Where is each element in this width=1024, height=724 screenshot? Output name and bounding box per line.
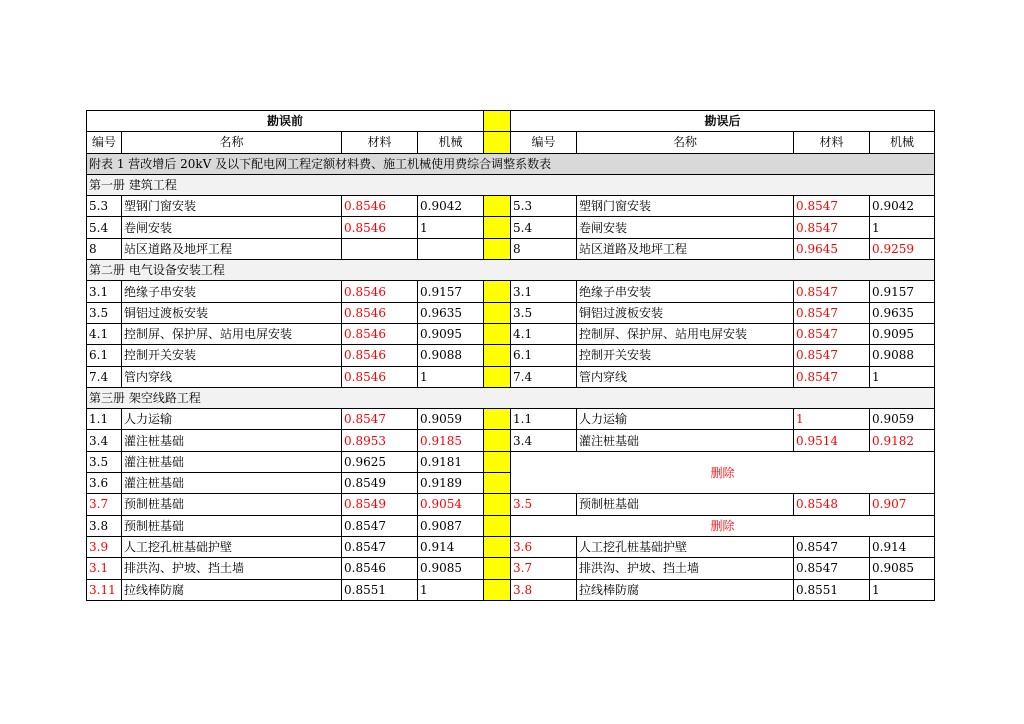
code-before: 3.6 — [87, 473, 122, 494]
separator-cell — [484, 302, 511, 323]
separator-cell — [484, 451, 511, 472]
section-row — [87, 387, 935, 408]
separator-cell — [484, 473, 511, 494]
code-after: 8 — [511, 238, 577, 259]
name-before: 排洪沟、护坡、挡土墙 — [122, 558, 342, 579]
code-after: 3.4 — [511, 430, 577, 451]
table-row — [87, 302, 935, 323]
section-title: 第一册 建筑工程 — [87, 174, 935, 195]
code-before: 3.4 — [87, 430, 122, 451]
machine-after: 0.9088 — [870, 345, 935, 366]
machine-after: 0.9085 — [870, 558, 935, 579]
material-before: 0.8551 — [342, 579, 418, 600]
material-after: 0.8547 — [794, 558, 870, 579]
material-before: 0.8546 — [342, 302, 418, 323]
machine-before: 0.9085 — [418, 558, 484, 579]
material-before: 0.8546 — [342, 281, 418, 302]
table-row — [87, 281, 935, 302]
material-after: 0.8548 — [794, 494, 870, 515]
code-after: 4.1 — [511, 323, 577, 344]
table-row — [87, 345, 935, 366]
code-before: 3.9 — [87, 536, 122, 557]
table-title: 附表 1 营改增后 20kV 及以下配电网工程定额材料费、施工机械使用费综合调整系数表 — [87, 153, 935, 174]
code-after: 5.4 — [511, 217, 577, 238]
name-before: 拉线棒防腐 — [122, 579, 342, 600]
machine-before: 0.9042 — [418, 196, 484, 217]
separator-cell — [484, 409, 511, 430]
name-after: 人力运输 — [577, 409, 794, 430]
separator-cell — [484, 579, 511, 600]
code-before: 3.11 — [87, 579, 122, 600]
code-after: 3.5 — [511, 494, 577, 515]
col-machine-before: 机械 — [418, 132, 484, 153]
code-before: 3.7 — [87, 494, 122, 515]
code-after: 3.6 — [511, 536, 577, 557]
code-before: 3.8 — [87, 515, 122, 536]
name-before: 人工挖孔桩基础护壁 — [122, 536, 342, 557]
machine-before: 0.9185 — [418, 430, 484, 451]
deleted-note: 删除 — [511, 451, 935, 494]
material-after: 1 — [794, 409, 870, 430]
separator-cell — [484, 345, 511, 366]
machine-before: 0.9059 — [418, 409, 484, 430]
table-row — [87, 430, 935, 451]
code-before: 7.4 — [87, 366, 122, 387]
material-before: 0.8547 — [342, 536, 418, 557]
name-before: 灌注桩基础 — [122, 451, 342, 472]
machine-after: 0.9042 — [870, 196, 935, 217]
machine-before: 1 — [418, 579, 484, 600]
material-after: 0.8551 — [794, 579, 870, 600]
material-after: 0.8547 — [794, 323, 870, 344]
separator-cell — [484, 515, 511, 536]
code-before: 3.5 — [87, 302, 122, 323]
table-row — [87, 558, 935, 579]
table-row — [87, 409, 935, 430]
material-before: 0.8549 — [342, 473, 418, 494]
code-before: 1.1 — [87, 409, 122, 430]
name-after: 拉线棒防腐 — [577, 579, 794, 600]
machine-after: 0.9157 — [870, 281, 935, 302]
name-after: 绝缘子串安装 — [577, 281, 794, 302]
machine-before: 0.9635 — [418, 302, 484, 323]
machine-after: 0.9182 — [870, 430, 935, 451]
machine-after: 0.9259 — [870, 238, 935, 259]
material-after: 0.8547 — [794, 536, 870, 557]
table-row — [87, 366, 935, 387]
material-after: 0.8547 — [794, 345, 870, 366]
machine-after: 0.9095 — [870, 323, 935, 344]
code-after: 3.7 — [511, 558, 577, 579]
material-after: 0.8547 — [794, 196, 870, 217]
name-after: 控制开关安装 — [577, 345, 794, 366]
machine-before: 0.9088 — [418, 345, 484, 366]
col-material-before: 材料 — [342, 132, 418, 153]
code-after: 1.1 — [511, 409, 577, 430]
table-row — [87, 323, 935, 344]
material-before: 0.8546 — [342, 366, 418, 387]
col-material-after: 材料 — [794, 132, 870, 153]
col-machine-after: 机械 — [870, 132, 935, 153]
machine-before: 1 — [418, 366, 484, 387]
deleted-note: 删除 — [511, 515, 935, 536]
before-title: 勘误前 — [87, 111, 484, 132]
machine-after: 0.9059 — [870, 409, 935, 430]
machine-after: 0.914 — [870, 536, 935, 557]
name-before: 铜铝过渡板安装 — [122, 302, 342, 323]
material-after: 0.8547 — [794, 366, 870, 387]
col-name-after: 名称 — [577, 132, 794, 153]
separator-cell — [484, 111, 511, 132]
after-title: 勘误后 — [511, 111, 935, 132]
name-before: 管内穿线 — [122, 366, 342, 387]
name-before: 塑钢门窗安装 — [122, 196, 342, 217]
name-after: 管内穿线 — [577, 366, 794, 387]
machine-before: 0.9095 — [418, 323, 484, 344]
machine-before: 0.9054 — [418, 494, 484, 515]
material-before: 0.9625 — [342, 451, 418, 472]
name-after: 控制屏、保护屏、站用电屏安装 — [577, 323, 794, 344]
table-row — [87, 451, 935, 472]
code-before: 4.1 — [87, 323, 122, 344]
col-name-before: 名称 — [122, 132, 342, 153]
name-after: 塑钢门窗安装 — [577, 196, 794, 217]
code-before: 3.1 — [87, 281, 122, 302]
name-before: 灌注桩基础 — [122, 473, 342, 494]
table-row — [87, 579, 935, 600]
errata-table — [86, 110, 935, 601]
separator-cell — [484, 217, 511, 238]
material-before: 0.8549 — [342, 494, 418, 515]
material-before: 0.8546 — [342, 196, 418, 217]
section-row — [87, 260, 935, 281]
material-before: 0.8547 — [342, 515, 418, 536]
code-before: 3.5 — [87, 451, 122, 472]
name-after: 排洪沟、护坡、挡土墙 — [577, 558, 794, 579]
machine-after: 1 — [870, 579, 935, 600]
name-before: 控制屏、保护屏、站用电屏安装 — [122, 323, 342, 344]
material-before: 0.8546 — [342, 345, 418, 366]
table-row — [87, 536, 935, 557]
column-header-row — [87, 132, 935, 153]
section-title: 第二册 电气设备安装工程 — [87, 260, 935, 281]
machine-before: 0.914 — [418, 536, 484, 557]
machine-before: 0.9157 — [418, 281, 484, 302]
code-before: 3.1 — [87, 558, 122, 579]
table-row — [87, 238, 935, 259]
machine-after: 0.9635 — [870, 302, 935, 323]
code-before: 5.3 — [87, 196, 122, 217]
name-before: 控制开关安装 — [122, 345, 342, 366]
table-row — [87, 196, 935, 217]
material-after: 0.8547 — [794, 217, 870, 238]
separator-cell — [484, 238, 511, 259]
table-title-row — [87, 153, 935, 174]
machine-before — [418, 238, 484, 259]
name-before: 卷闸安装 — [122, 217, 342, 238]
col-code-after: 编号 — [511, 132, 577, 153]
material-before: 0.8546 — [342, 558, 418, 579]
name-before: 站区道路及地坪工程 — [122, 238, 342, 259]
material-before: 0.8546 — [342, 217, 418, 238]
name-before: 人力运输 — [122, 409, 342, 430]
machine-after: 1 — [870, 217, 935, 238]
separator-cell — [484, 132, 511, 153]
material-before — [342, 238, 418, 259]
name-before: 预制桩基础 — [122, 494, 342, 515]
code-after: 3.8 — [511, 579, 577, 600]
machine-after: 0.907 — [870, 494, 935, 515]
material-after: 0.9514 — [794, 430, 870, 451]
name-after: 灌注桩基础 — [577, 430, 794, 451]
name-after: 预制桩基础 — [577, 494, 794, 515]
code-before: 8 — [87, 238, 122, 259]
name-before: 灌注桩基础 — [122, 430, 342, 451]
section-row — [87, 174, 935, 195]
machine-after: 1 — [870, 366, 935, 387]
separator-cell — [484, 196, 511, 217]
separator-cell — [484, 366, 511, 387]
machine-before: 0.9189 — [418, 473, 484, 494]
name-after: 铜铝过渡板安装 — [577, 302, 794, 323]
name-after: 人工挖孔桩基础护壁 — [577, 536, 794, 557]
code-after: 3.5 — [511, 302, 577, 323]
material-before: 0.8953 — [342, 430, 418, 451]
col-code-before: 编号 — [87, 132, 122, 153]
separator-cell — [484, 323, 511, 344]
separator-cell — [484, 536, 511, 557]
name-before: 绝缘子串安装 — [122, 281, 342, 302]
code-before: 5.4 — [87, 217, 122, 238]
name-after: 站区道路及地坪工程 — [577, 238, 794, 259]
separator-cell — [484, 558, 511, 579]
name-before: 预制桩基础 — [122, 515, 342, 536]
code-after: 7.4 — [511, 366, 577, 387]
machine-before: 0.9087 — [418, 515, 484, 536]
material-before: 0.8546 — [342, 323, 418, 344]
code-after: 6.1 — [511, 345, 577, 366]
name-after: 卷闸安装 — [577, 217, 794, 238]
table-row — [87, 217, 935, 238]
code-before: 6.1 — [87, 345, 122, 366]
material-after: 0.9645 — [794, 238, 870, 259]
machine-before: 0.9181 — [418, 451, 484, 472]
separator-cell — [484, 430, 511, 451]
separator-cell — [484, 281, 511, 302]
machine-before: 1 — [418, 217, 484, 238]
table-row — [87, 494, 935, 515]
material-after: 0.8547 — [794, 302, 870, 323]
material-before: 0.8547 — [342, 409, 418, 430]
code-after: 5.3 — [511, 196, 577, 217]
code-after: 3.1 — [511, 281, 577, 302]
separator-cell — [484, 494, 511, 515]
section-title: 第三册 架空线路工程 — [87, 387, 935, 408]
table-row — [87, 515, 935, 536]
material-after: 0.8547 — [794, 281, 870, 302]
group-header-row — [87, 111, 935, 132]
